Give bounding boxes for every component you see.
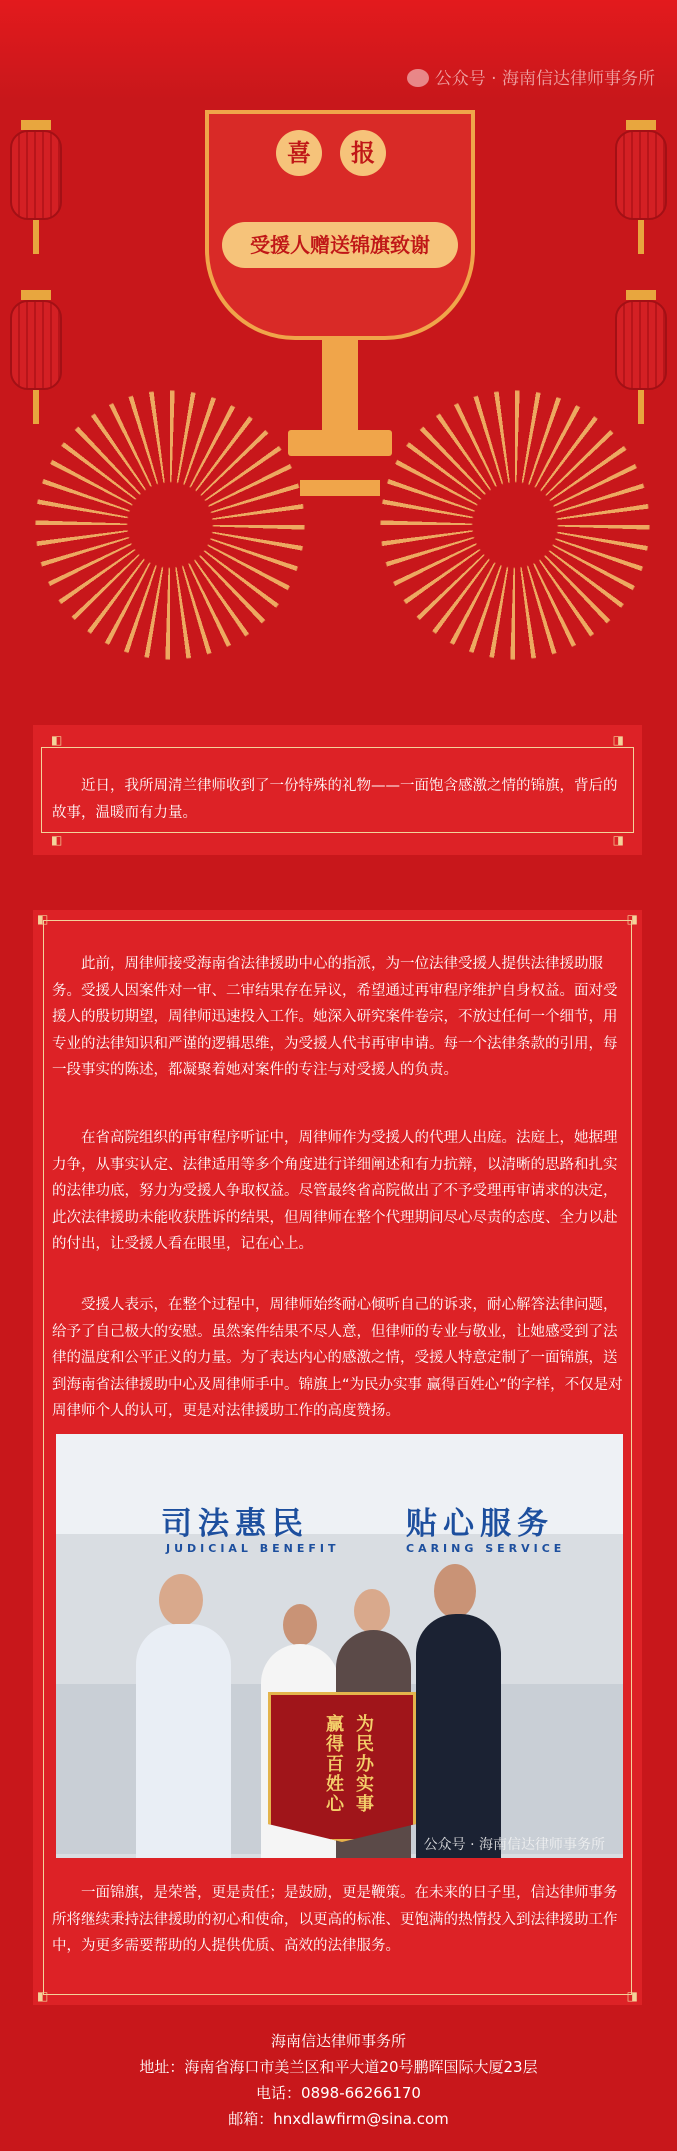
person [136,1624,231,1858]
header-char-1: 喜 [276,130,322,176]
trophy-base-bottom [300,480,380,496]
article-paragraph: 一面锦旗，是荣誉，更是责任；是鼓励，更是鞭策。在未来的日子里，信达律师事务所将继续秉持法律援助的初心和使命，以更高的标准、更饱满的热情投入到法律援助工作中，为更多需要帮助的人提供优质、高效的法律服务。 [52,1885,618,1954]
flag-text-1: 为民办实事 [353,1714,374,1814]
trophy-stem [322,340,358,430]
header-char-2: 报 [340,130,386,176]
article-paragraph: 受援人表示，在整个过程中，周律师始终耐心倾听自己的诉求，耐心解答法律问题，给予了自己极大的安慰。虽然案件结果不尽人意，但律师的专业与敬业，让她感受到了法律的温度和公平正义的力量。为了表达内心的感激之情，受援人特意定制了一面锦旗，送到海南省法律援助中心及周律师手中。锦旗上“为民办实事 赢得百姓心”的字样，不仅是对周律师个人的认可，更是对法律援助工作的高度赞扬。 [52,1297,623,1419]
footer-address: 地址：海南省海口市美兰区和平大道20号鹏晖国际大厦23层 [139,2058,538,2076]
footer-email: 邮箱：hnxdlawfirm@sina.com [228,2110,449,2128]
banner-photo [56,1434,623,1858]
wechat-icon [407,69,429,87]
firework-icon [380,390,650,660]
firework-icon [35,390,305,660]
watermark-text: 公众号 · 海南信达律师事务所 [434,69,655,89]
photo-sign-left: 司法惠民 [161,1506,309,1542]
footer-name: 海南信达律师事务所 [270,2032,406,2050]
footer-phone: 电话：0898-66266170 [256,2084,421,2102]
lantern-icon [615,290,667,424]
lantern-icon [10,120,62,254]
person [416,1614,501,1858]
lantern-icon [615,120,667,254]
trophy-base [288,430,392,456]
article-paragraph: 此前，周律师接受海南省法律援助中心的指派，为一位法律受援人提供法律援助服务。受援人因案件对一审、二审结果存在异议，希望通过再审程序维护自身权益。面对受援人的殷切期望，周律师迅速投入工作。她深入研究案件卷宗，不放过任何一个细节，用专业的法律知识和严谨的逻辑思维，为受援人代书再审申请。每一个法律条款的引用，每一段事实的陈述，都凝聚着她对案件的专注与对受援人的负责。 [52,956,618,1078]
intro-panel: ◧ ◨ ◧ ◨ [33,725,642,855]
photo-sign-right-en: CARING SERVICE [406,1542,566,1555]
intro-text: 近日，我所周清兰律师收到了一份特殊的礼物——一面饱含感激之情的锦旗，背后的故事，温暖而有力量。 [52,778,618,821]
wechat-watermark [407,64,655,89]
photo-sign-left-en: JUDICIAL BENEFIT [166,1542,340,1555]
flag-text-2: 赢得百姓心 [323,1714,344,1814]
photo-watermark: 公众号 · 海南信达律师事务所 [423,1837,605,1853]
article-paragraph: 在省高院组织的再审程序听证中，周律师作为受援人的代理人出庭。法庭上，她据理力争，从事实认定、法律适用等多个角度进行详细阐述和有力抗辩，以清晰的思路和扎实的法律功底，努力为受援人争取权益。尽管最终省高院做出了不予受理再审请求的决定，此次法律援助未能收获胜诉的结果，但周律师在整个代理期间尽心尽责的态度、全力以赴的付出，让受援人看在眼里，记在心上。 [52,1130,618,1252]
article-panel: ◧ ◨ ◧ ◨ [33,910,642,2005]
photo-sign-right: 贴心服务 [406,1506,554,1542]
page-title: 受援人赠送锦旗致谢 [222,222,458,268]
lantern-icon [10,290,62,424]
